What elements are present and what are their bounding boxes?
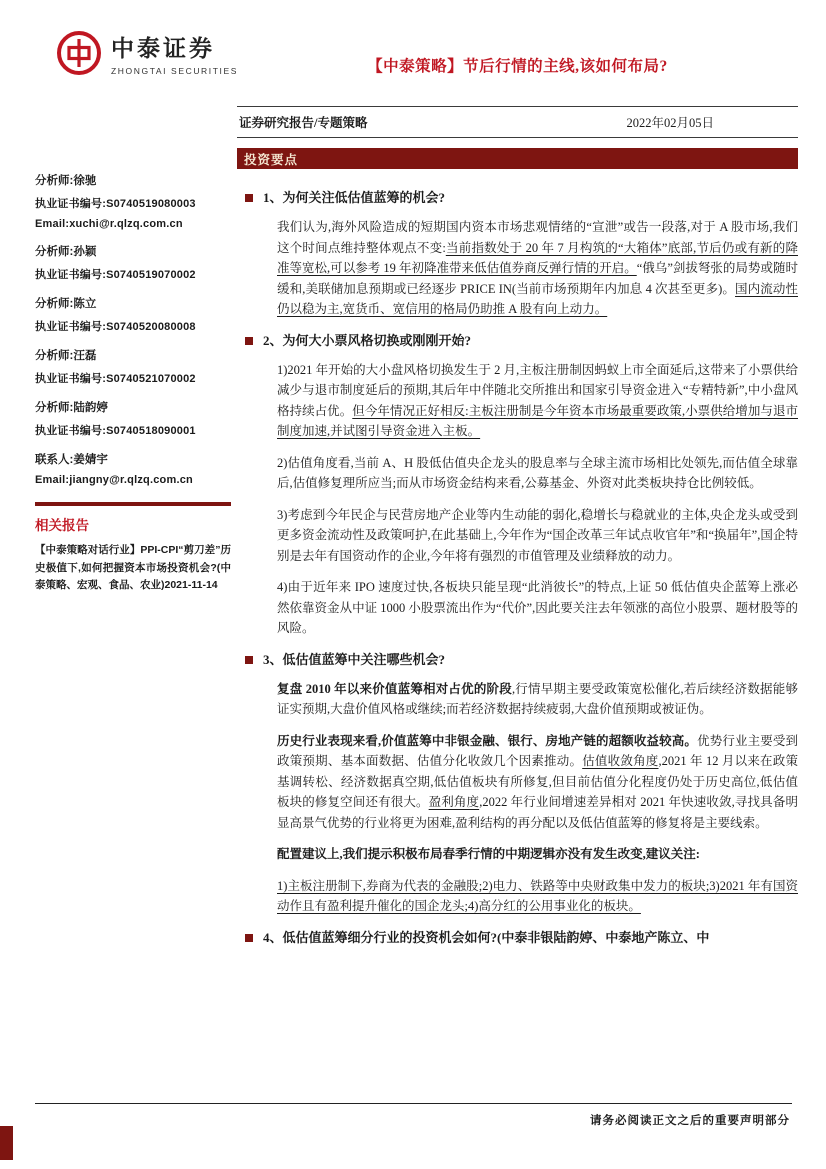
analyst-name: 分析师:汪磊 <box>35 350 97 362</box>
section-heading <box>237 651 798 669</box>
paragraph-segment: 估值收敛角度 <box>582 754 659 768</box>
analyst-license-number: 执业证书编号:S0740520080008 <box>35 321 196 333</box>
paragraph-segment: ,2022 年行业间增速差异相对 2021 年快速收敛,寻找具备明显高景气优势的行业将更为困难,盈利结构的再分配以及低估值蓝筹的修复将是主要线索。 <box>277 795 798 830</box>
related-reports-title: 相关报告 <box>35 518 89 533</box>
analyst-license-number: 执业证书编号:S0740519080003 <box>35 198 196 210</box>
related-report-item: 【中泰策略对话行业】PPI-CPI“剪刀差”历史极值下,如何把握资本市场投资机会?(中泰策略、宏观、食品、农业)2021-11-14 <box>35 544 231 591</box>
analyst-sidebar <box>35 172 231 595</box>
paragraph-segment: 我们认为,海外风险造成的短期国内资本市场悲观情绪的“宣泄”或告一段落,对于 A 股市场,我们这个时间点维持整体观点不变: <box>277 220 798 255</box>
key-points-banner <box>237 148 798 169</box>
report-title: 【中泰策略】节后行情的主线,该如何布局? <box>367 58 668 75</box>
paragraph <box>277 844 798 865</box>
paragraph <box>277 577 798 639</box>
analyst-block <box>35 243 231 282</box>
section-bullet-icon <box>245 656 253 664</box>
footer-divider <box>35 1103 792 1104</box>
analyst-license-number: 执业证书编号:S0740519070002 <box>35 269 196 281</box>
paragraph <box>277 453 798 494</box>
paragraph <box>277 876 798 917</box>
paragraph-segment: 国内流动性仍以稳为主,宽货币、宽信用的格局仍助推 A 股有向上动力。 <box>277 281 798 316</box>
analyst-license-number: 执业证书编号:S0740521070002 <box>35 373 196 385</box>
analyst-license-number: 执业证书编号:S0740518090001 <box>35 425 196 437</box>
analyst-name: 分析师:孙颖 <box>35 246 97 258</box>
section-heading <box>237 189 798 207</box>
analyst-name: 分析师:陆韵婷 <box>35 402 108 414</box>
report-section <box>237 189 798 320</box>
paragraph <box>277 731 798 834</box>
paragraph <box>277 679 798 720</box>
paragraph-segment: 2)估值角度看,当前 A、H 股低估值央企龙头的股息率与全球主流市场相比处领先,而估值全球靠后,估值修复理所应当;而从市场资金结构来看,公募基金、外资对此类板块持仓比例较低。 <box>277 455 798 490</box>
analyst-block <box>35 172 231 230</box>
paragraph-segment: 复盘 2010 年以来价值蓝筹相对占优的阶段 <box>277 681 512 696</box>
analyst-block <box>35 451 231 486</box>
analyst-email: Email:xuchi@r.qlzq.com.cn <box>35 218 183 230</box>
section-bullet-icon <box>245 194 253 202</box>
paragraph <box>277 360 798 442</box>
paragraph-segment: ,2021 年 12 月以来在政策基调转松、经济数据真空期,低估值板块有所修复,但目前估值分化程度仍处于历史高位,低估值板块的修复空间还有很大。 <box>277 754 798 809</box>
paragraph <box>277 505 798 567</box>
paragraph-segment: ,行情早期主要受政策宽松催化,若后续经济数据能够证实预期,大盘价值风格或继续;而若经济数据持续疲弱,大盘价值预期或被证伪。 <box>277 681 798 716</box>
section-heading-text: 4、低估值蓝筹细分行业的投资机会如何?(中泰非银陆韵婷、中泰地产陈立、中 <box>263 929 710 945</box>
report-section <box>237 651 798 917</box>
paragraph-segment: 配置建议上,我们提示积极布局春季行情的中期逻辑亦没有发生改变,建议关注: <box>277 847 700 861</box>
paragraph-segment: 4)由于近年来 IPO 速度过快,各板块只能呈现“此消彼长”的特点,上证 50 低估值央企蓝筹上涨必然依靠资金从中证 1000 小股票流出作为“代价”,因此要关注去年领涨的高位小股票、题材股等的风险。 <box>277 580 798 635</box>
paragraph-segment: 1)主板注册制下,券商为代表的金融股;2)电力、铁路等中央财政集中发力的板块;3)2021 年有国资动作且有盈利提升催化的国企龙头;4)高分红的公用事业化的板块。 <box>277 878 798 913</box>
section-heading <box>237 332 798 350</box>
paragraph <box>277 217 798 320</box>
brand-text <box>111 30 238 76</box>
report-section <box>237 929 798 947</box>
brand-name-cn: 中泰证券 <box>111 35 215 61</box>
analyst-block <box>35 399 231 438</box>
paragraph-segment: 但今年情况正好相反:主板注册制是今年资本市场最重要政策,小票供给增加与退市制度加速,并试图引导资金进入主板。 <box>277 403 798 438</box>
zhongtai-logo-icon <box>56 30 102 76</box>
related-reports-divider <box>35 502 231 506</box>
paragraph-segment: 3)考虑到今年民企与民营房地产企业等内生动能的弱化,稳增长与稳就业的主体,央企龙头或受到更多资金流动性及政策呵护,在此基础上,今年作为“国企改革三年试点收官年”和“换届年”,国企特别是去年有国资动作的企业,今年将有强烈的市值管理及业绩释放的动力。 <box>277 507 798 563</box>
footer-disclaimer: 请务必阅读正文之后的重要声明部分 <box>590 1115 790 1127</box>
main-content <box>237 177 798 1099</box>
analyst-email: Email:jiangny@r.qlzq.com.cn <box>35 474 193 486</box>
section-heading-text: 1、为何关注低估值蓝筹的机会? <box>263 190 446 205</box>
analyst-block <box>35 347 231 386</box>
section-heading-text: 3、低估值蓝筹中关注哪些机会? <box>263 651 446 667</box>
paragraph-segment: 优势行业主要受到政策预期、基本面数据、估值分化收敛几个因素推动。 <box>277 733 798 768</box>
report-type: 证券研究报告/专题策略 <box>239 116 368 130</box>
analyst-name: 分析师:徐驰 <box>35 175 97 187</box>
report-meta-row <box>237 106 798 138</box>
paragraph-segment: 当前指数处于 20 年 7 月构筑的“大箱体”底部,节后仍或有新的降准等宽松,可以参考 19 年初降准带来低估值券商反弹行情的开启。 <box>277 240 798 275</box>
analyst-name: 联系人:姜婧宇 <box>35 454 108 466</box>
paragraph-segment: “俄乌”剑拔弩张的局势或随时缓和,美联储加息预期或已经逐步 PRICE IN(当前市场预期年内加息 4 次甚至更多)。 <box>277 261 798 296</box>
report-date: 2022年02月05日 <box>626 116 714 130</box>
analyst-name: 分析师:陈立 <box>35 298 97 310</box>
paragraph-segment: 历史行业表现来看,价值蓝筹中非银金融、银行、房地产链的超额收益较高。 <box>277 733 698 748</box>
report-section <box>237 332 798 639</box>
section-bullet-icon <box>245 934 253 942</box>
paragraph-segment: 盈利角度 <box>428 795 480 809</box>
brand-name-en: ZHONGTAI SECURITIES <box>111 66 239 76</box>
section-heading <box>237 929 798 947</box>
analyst-block <box>35 295 231 334</box>
paragraph-segment: 1)2021 年开始的大小盘风格切换发生于 2 月,主板注册制因蚂蚁上市全面延后,这带来了小票供给减少与退市制度延后的预期,其后年中伴随北交所推出和国家引导资金进入“专精特新”,中小盘风格持续占优。 <box>277 362 798 418</box>
key-points-banner-label: 投资要点 <box>244 152 299 167</box>
brand-logo <box>56 30 238 76</box>
page-corner-mark <box>0 1126 13 1160</box>
section-heading-text: 2、为何大小票风格切换或刚刚开始? <box>263 332 472 348</box>
section-bullet-icon <box>245 337 253 345</box>
